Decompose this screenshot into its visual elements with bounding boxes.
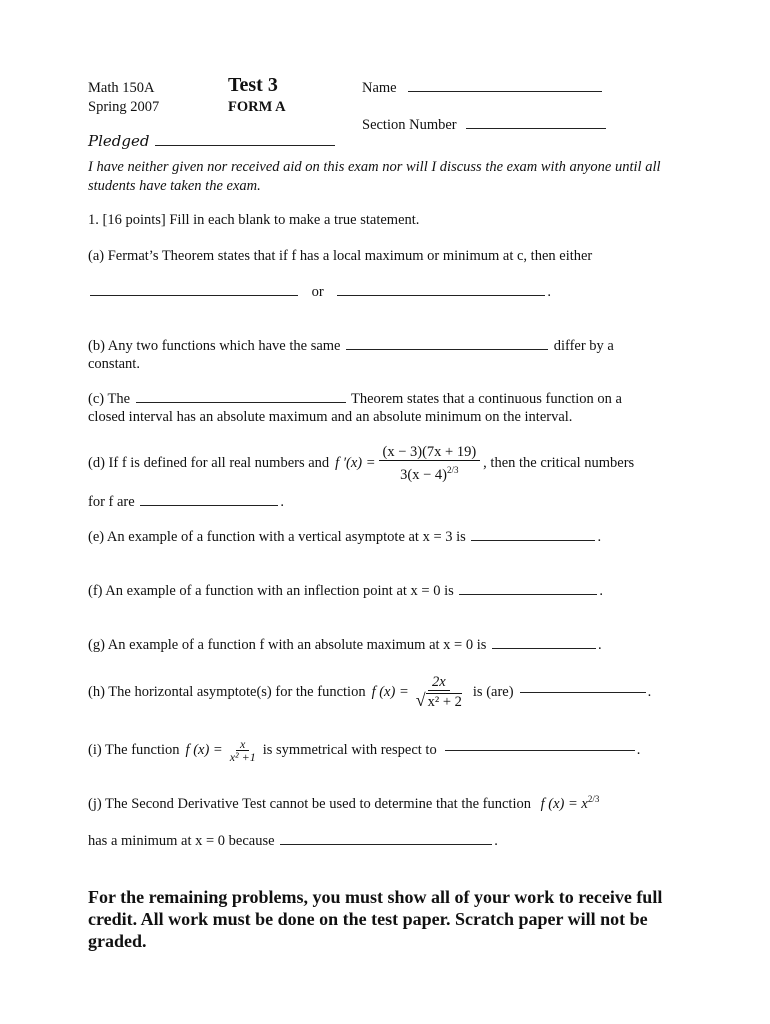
part-h-numerator: 2x — [428, 674, 450, 691]
part-d-fraction — [379, 444, 481, 484]
part-d-blank[interactable] — [140, 505, 278, 506]
section-blank[interactable] — [466, 128, 606, 129]
part-b-suffix: differ by a — [553, 338, 614, 354]
section-field[interactable] — [362, 117, 608, 134]
form-label: FORM A — [228, 99, 286, 115]
term-label: Spring 2007 — [88, 99, 160, 115]
section-label: Section Number — [362, 117, 457, 133]
part-d-line2-text: for f are — [88, 494, 135, 510]
name-field[interactable] — [362, 80, 604, 97]
part-a-text: (a) Fermat’s Theorem states that if f has a local maximum or minimum at c, then either — [88, 248, 593, 264]
part-d-prefix: (d) If f is defined for all real numbers and — [88, 455, 330, 472]
part-h-suffix: is (are) — [472, 684, 514, 700]
part-j-function: f (x) = x — [540, 795, 588, 812]
part-c-blank[interactable] — [136, 402, 346, 403]
part-j-text: (j) The Second Derivative Test cannot be used to determine that the function — [88, 795, 531, 812]
part-f-text: (f) An example of a function with an inflection point at x = 0 is — [88, 583, 454, 599]
part-i: (i) The function f (x) = $\frac{x}{\text{x² +1}}$ is symmetrical with respect to . — [88, 737, 641, 764]
part-h: (h) The horizontal asymptote(s) for the function f (x) = $\frac{2x}{\text{√ x² + 2}}$ is (are) . — [88, 674, 652, 710]
part-i-prefix: (i) The function — [88, 742, 180, 758]
part-j-line2: has a minimum at x = 0 because . — [88, 833, 498, 849]
part-d-line2: for f are . — [88, 494, 284, 510]
part-b-blank[interactable] — [346, 349, 548, 350]
part-e-blank[interactable] — [471, 540, 595, 541]
part-h-denominator: x² + 2 — [427, 694, 462, 710]
part-i-fraction — [226, 738, 260, 763]
part-a-blanks: or . — [88, 284, 551, 301]
pledge-field[interactable] — [88, 132, 337, 151]
part-c — [88, 391, 622, 408]
part-h-blank[interactable] — [520, 692, 646, 693]
part-i-suffix: is symmetrical with respect to — [262, 742, 437, 758]
part-d-denominator: 3(x − 4) — [400, 466, 447, 483]
part-i-function: f (x) = — [185, 742, 223, 758]
part-c-prefix: (c) The — [88, 391, 130, 407]
part-b-prefix: (b) Any two functions which have the same — [88, 338, 341, 354]
part-g-text: (g) An example of a function f with an absolute maximum at x = 0 is — [88, 637, 487, 653]
course-label: Math 150A — [88, 80, 155, 96]
pledge-statement: I have neither given nor received aid on this exam nor will I discuss the exam with anyone until all students have taken the exam. — [88, 159, 661, 194]
part-i-blank[interactable] — [445, 750, 635, 751]
part-h-function: f (x) = — [371, 684, 409, 700]
question-1-intro: 1. [16 points] Fill in each blank to make a true statement. — [88, 212, 420, 228]
part-e-text: (e) An example of a function with a vertical asymptote at x = 3 is — [88, 529, 466, 545]
part-d — [88, 444, 634, 484]
part-a-blank-1[interactable] — [90, 295, 298, 296]
part-d-suffix: , then the critical numbers — [483, 455, 635, 472]
part-a-blank-2[interactable] — [337, 295, 545, 296]
part-j-line2-text: has a minimum at x = 0 because — [88, 833, 275, 849]
pledged-label: Pledged — [88, 132, 150, 150]
pledge-blank[interactable] — [155, 145, 335, 146]
part-b-line2: constant. — [88, 356, 140, 372]
part-d-exponent: 2/3 — [447, 465, 459, 475]
part-g: (g) An example of a function f with an absolute maximum at x = 0 is . — [88, 637, 602, 653]
part-j — [88, 794, 599, 813]
part-c-suffix: Theorem states that a continuous function on a — [351, 391, 622, 407]
part-j-blank[interactable] — [280, 844, 492, 845]
closing-instructions: For the remaining problems, you must show all of your work to receive full credit. All work must be done on the test paper. Scratch paper will not be graded. — [88, 887, 663, 951]
part-a-or: or — [311, 284, 324, 300]
part-b — [88, 338, 614, 355]
part-h-fraction: $\frac{2x}{\text{√ x² + 2}}$ — [415, 674, 462, 710]
name-label: Name — [362, 80, 397, 96]
part-e: (e) An example of a function with a vertical asymptote at x = 3 is . — [88, 529, 602, 545]
part-d-numerator: (x − 3)(7x + 19) — [379, 444, 481, 461]
part-f: (f) An example of a function with an inflection point at x = 0 is . — [88, 583, 604, 599]
part-h-prefix: (h) The horizontal asymptote(s) for the function — [88, 684, 366, 700]
part-d-function: f ′(x) = — [335, 455, 376, 472]
part-i-denominator: x² +1 — [229, 750, 256, 764]
part-g-blank[interactable] — [492, 648, 596, 649]
name-blank[interactable] — [408, 91, 602, 92]
part-f-blank[interactable] — [459, 594, 597, 595]
part-i-numerator: x — [236, 738, 249, 751]
part-j-exponent: 2/3 — [587, 794, 600, 804]
test-title: Test 3 — [228, 74, 278, 96]
part-c-line2: closed interval has an absolute maximum and an absolute minimum on the interval. — [88, 409, 573, 425]
